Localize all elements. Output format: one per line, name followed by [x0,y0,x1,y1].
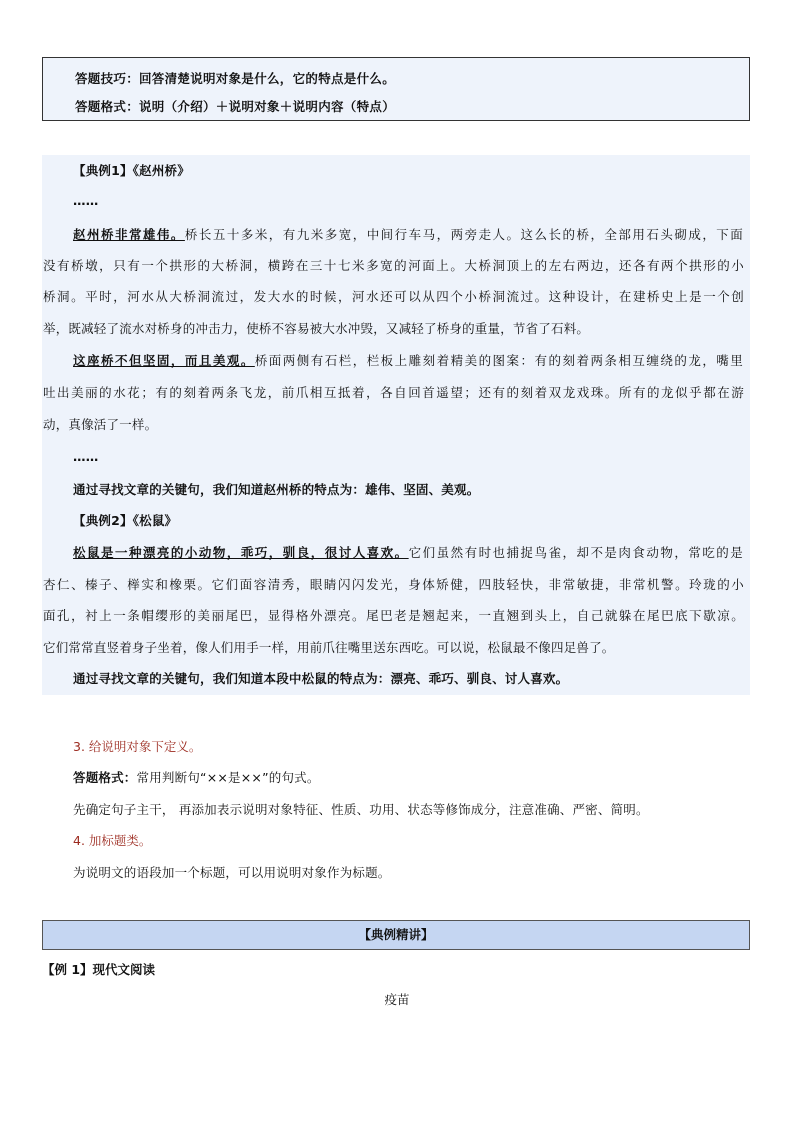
ellipsis: …… [73,449,99,464]
key-sentence: 这座桥不但坚固，而且美观。 [73,353,255,368]
section-bar-examples: 【典例精讲】 [42,920,750,950]
answer-format: 答题格式：说明（介绍）＋说明对象＋说明内容（特点） [75,99,396,114]
answer-tip: 答题技巧：回答清楚说明对象是什么，它的特点是什么。 [75,71,396,86]
paragraph-line: 松鼠是一种漂亮的小动物，乖巧，驯良，很讨人喜欢。它们虽然有时也捕捉鸟雀，却不是肉食动物，常吃的是 [73,545,743,560]
paragraph-line: 杏仁、榛子、榉实和橡栗。它们面容清秀，眼睛闪闪发光，身体矫健，四肢轻快，非常敏捷，非常机警。玲珑的小 [43,577,744,592]
paragraph-line: 它们常常直竖着身子坐着，像人们用手一样，用前爪往嘴里送东西吃。可以说，松鼠最不像四足兽了。 [43,640,615,655]
key-sentence: 赵州桥非常雄伟。 [73,227,185,242]
article-title: 疫苗 [384,992,410,1007]
paragraph-line: 面孔，衬上一条帽缨形的美丽尾巴，显得格外漂亮。尾巴老是翘起来，一直翘到头上，自己就躲在尾巴底下歇凉。 [43,608,744,623]
paragraph-line: 吐出美丽的水花；有的刻着两条飞龙，前爪相互抵着，各自回首遥望；还有的刻着双龙戏珠。所有的龙似乎都在游 [43,385,744,400]
conclusion: 通过寻找文章的关键句，我们知道本段中松鼠的特点为：漂亮、乖巧、驯良、讨人喜欢。 [73,671,569,686]
example1-title: 【典例1】《赵州桥》 [73,163,190,178]
paragraph-line: 这座桥不但坚固，而且美观。桥面两侧有石栏，栏板上雕刻着精美的图案：有的刻着两条相互缠绕的龙，嘴里 [73,353,743,368]
section4-heading: 4. 加标题类。 [73,833,152,848]
section3-heading: 3. 给说明对象下定义。 [73,739,202,754]
example-panel [42,155,750,695]
paragraph-line: 没有桥墩，只有一个拱形的大桥洞，横跨在三十七米多宽的河面上。大桥洞顶上的左右两边，还各有两个拱形的小 [43,258,744,273]
example-label: 【例 1】现代文阅读 [42,962,156,977]
paragraph-line: 举，既减轻了流水对桥身的冲击力，使桥不容易被大水冲毁，又减轻了桥身的重量，节省了石料。 [43,321,590,336]
paragraph-line: 桥洞。平时，河水从大桥洞流过，发大水的时候，河水还可以从四个小桥洞流过。这种设计，在建桥史上是一个创 [43,289,744,304]
paragraph-line: 赵州桥非常雄伟。桥长五十多米，有九米多宽，中间行车马，两旁走人。这么长的桥，全部用石头砌成，下面 [73,227,743,242]
section3-detail: 先确定句子主干， 再添加表示说明对象特征、性质、功用、状态等修饰成分，注意准确、严密、简明。 [73,802,649,817]
paragraph-line: 动，真像活了一样。 [43,417,158,432]
section4-detail: 为说明文的语段加一个标题，可以用说明对象作为标题。 [73,865,391,880]
section3-format: 答题格式：常用判断句“××是××”的句式。 [73,770,320,785]
key-sentence: 松鼠是一种漂亮的小动物，乖巧，驯良，很讨人喜欢。 [73,545,409,560]
tip-box [42,57,750,121]
conclusion: 通过寻找文章的关键句，我们知道赵州桥的特点为：雄伟、坚固、美观。 [73,482,480,497]
example2-title: 【典例2】《松鼠》 [73,513,178,528]
ellipsis: …… [73,193,99,208]
